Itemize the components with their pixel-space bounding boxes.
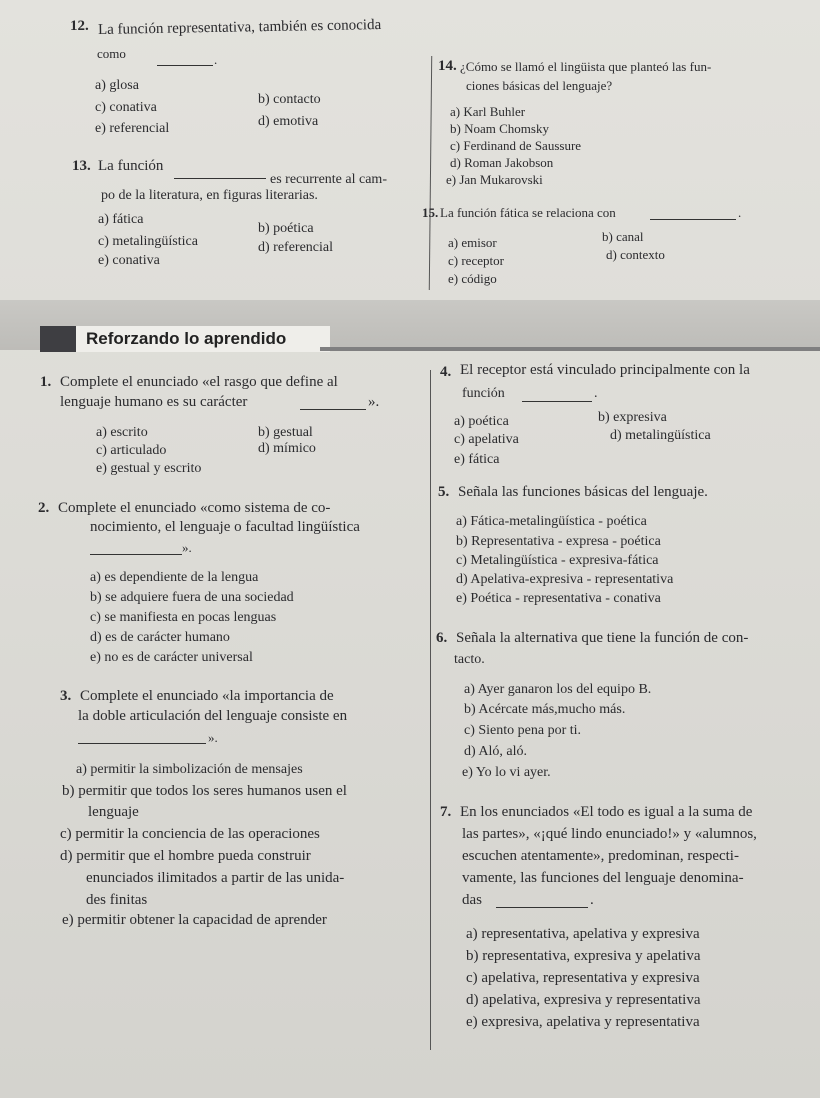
q6-option-d: d) Aló, aló. (464, 744, 527, 759)
q1-answer-blank (300, 408, 366, 410)
q7-answer-blank (496, 906, 588, 908)
q3-end: ». (208, 730, 218, 745)
q15-option-b: b) canal (602, 229, 644, 244)
q12-option-d: d) emotiva (258, 114, 319, 129)
q4-answer-blank (522, 400, 592, 402)
q12-option-c: c) conativa (95, 100, 157, 115)
q13-stem-a: La función (98, 158, 164, 174)
q6-option-e: e) Yo lo vi ayer. (462, 765, 551, 780)
q2-number: 2. (38, 500, 50, 516)
q6-option-a: a) Ayer ganaron los del equipo B. (464, 682, 652, 697)
q15-option-e: e) código (448, 271, 497, 286)
q6-option-c: c) Siento pena por ti. (464, 723, 582, 738)
q14-option-e: e) Jan Mukarovski (446, 172, 543, 187)
q15-number: 15. (422, 205, 439, 220)
q5-option-c: c) Metalingüística - expresiva-fática (456, 553, 659, 568)
q12-stem-2: como (97, 46, 126, 61)
q3-option-e: e) permitir obtener la capacidad de aprender (62, 912, 327, 928)
q4-line-1: El receptor está vinculado principalmente con la (460, 362, 750, 378)
q2-option-b: b) se adquiere fuera de una sociedad (90, 590, 294, 605)
q14-option-c: c) Ferdinand de Saussure (450, 138, 582, 153)
q2-option-a: a) es dependiente de la lengua (90, 570, 259, 585)
q14-option-a: a) Karl Buhler (450, 104, 526, 119)
q13-stem-b: es recurrente al cam- (270, 172, 387, 187)
q6-number: 6. (436, 630, 448, 646)
q3-option-d-cont-1: enunciados ilimitados a partir de las unida- (86, 870, 345, 886)
q3-line-1: Complete el enunciado «la importancia de (80, 688, 334, 704)
q3-option-c: c) permitir la conciencia de las operaciones (60, 826, 320, 842)
q15-end: . (738, 205, 742, 220)
q14-stem: ¿Cómo se llamó el lingüista que planteó las fun- (460, 59, 712, 74)
q7-line-2: las partes», «¡qué lindo enunciado!» y «alumnos, (462, 826, 757, 842)
q7-line-1: En los enunciados «El todo es igual a la suma de (460, 804, 753, 820)
q3-option-a: a) permitir la simbolización de mensajes (76, 762, 303, 777)
q2-answer-blank (90, 553, 182, 555)
q2-option-c: c) se manifiesta en pocas lenguas (90, 610, 277, 625)
q3-option-b: b) permitir que todos los seres humanos usen el (62, 783, 347, 799)
q12-option-b: b) contacto (258, 92, 321, 107)
q12-end: . (214, 52, 218, 67)
q7-option-b: b) representativa, expresiva y apelativa (466, 948, 701, 964)
q14-stem-2: ciones básicas del lenguaje? (466, 78, 613, 93)
q12-number: 12. (70, 18, 89, 34)
q13-number: 13. (72, 158, 91, 174)
q7-option-e: e) expresiva, apelativa y representativa (466, 1014, 700, 1030)
lower-column-divider (430, 370, 431, 1050)
q5-option-a: a) Fática-metalingüística - poética (456, 514, 647, 529)
q15-stem: La función fática se relaciona con (440, 205, 616, 220)
q4-option-e: e) fática (454, 452, 500, 467)
q12-answer-blank (157, 64, 213, 66)
q15-answer-blank (650, 218, 736, 220)
q3-option-b-cont: lenguaje (88, 804, 139, 820)
top-column-divider (429, 56, 432, 290)
q3-answer-blank (78, 742, 206, 744)
q1-line-1: Complete el enunciado «el rasgo que define al (60, 374, 338, 390)
section-title: Reforzando lo aprendido (76, 326, 330, 352)
q3-number: 3. (60, 688, 72, 704)
q14-option-d: d) Roman Jakobson (450, 155, 554, 170)
q13-answer-blank (174, 177, 266, 179)
q4-option-a: a) poética (454, 414, 509, 429)
q1-line-2: lenguaje humano es su carácter (60, 394, 248, 410)
q5-line-1: Señala las funciones básicas del lenguaje. (458, 484, 708, 500)
q6-line-1: Señala la alternativa que tiene la función de con- (456, 630, 749, 646)
q14-number: 14. (438, 58, 457, 74)
q5-number: 5. (438, 484, 450, 500)
q5-option-b: b) Representativa - expresa - poética (456, 534, 661, 549)
q7-number: 7. (440, 804, 452, 820)
q5-option-e: e) Poética - representativa - conativa (456, 591, 661, 606)
q15-option-d: d) contexto (606, 247, 665, 262)
q1-end: ». (368, 394, 380, 410)
q2-option-d: d) es de carácter humano (90, 630, 230, 645)
q12-option-a: a) glosa (95, 78, 139, 93)
q3-line-2: la doble articulación del lenguaje consiste en (78, 708, 348, 724)
q15-option-c: c) receptor (448, 253, 504, 268)
q13-option-e: e) conativa (98, 253, 160, 268)
q7-line-4: vamente, las funciones del lenguaje denomina- (462, 870, 744, 886)
q4-number: 4. (440, 364, 452, 380)
q14-option-b: b) Noam Chomsky (450, 121, 549, 136)
q7-end: . (590, 892, 594, 908)
q1-option-b: b) gestual (258, 425, 313, 440)
q5-option-d: d) Apelativa-expresiva - representativa (456, 572, 674, 587)
q7-option-d: d) apelativa, expresiva y representativa (466, 992, 701, 1008)
q7-option-a: a) representativa, apelativa y expresiva (466, 926, 700, 942)
q12-stem: La función representativa, también es conocida (97, 17, 382, 38)
q13-stem-2: po de la literatura, en figuras literarias. (101, 188, 318, 203)
q4-option-c: c) apelativa (454, 432, 519, 447)
q7-line-3: escuchen atentamente», predominan, respecti- (462, 848, 739, 864)
q7-option-c: c) apelativa, representativa y expresiva (466, 970, 700, 986)
q13-option-b: b) poética (258, 221, 314, 236)
q4-end: . (594, 386, 598, 401)
q4-option-d: d) metalingüística (610, 428, 711, 443)
q13-option-c: c) metalingüística (98, 234, 198, 249)
q1-option-a: a) escrito (96, 425, 148, 440)
q13-option-d: d) referencial (258, 240, 333, 255)
q4-line-2: función (462, 386, 505, 401)
q2-line-1: Complete el enunciado «como sistema de co- (58, 500, 331, 516)
q1-number: 1. (40, 374, 52, 390)
q3-option-d-cont-2: des finitas (86, 892, 148, 908)
q2-end: ». (182, 540, 192, 555)
q13-option-a: a) fática (98, 212, 144, 227)
q15-option-a: a) emisor (448, 235, 497, 250)
q1-option-c: c) articulado (96, 443, 167, 458)
q1-option-e: e) gestual y escrito (96, 461, 202, 476)
q6-line-2: tacto. (454, 652, 485, 667)
section-band-rule (320, 347, 820, 351)
q1-option-d: d) mímico (258, 441, 316, 456)
q3-option-d: d) permitir que el hombre pueda construir (60, 848, 311, 864)
section-band-marker (40, 326, 76, 352)
q6-option-b: b) Acércate más,mucho más. (464, 702, 626, 717)
q2-option-e: e) no es de carácter universal (90, 650, 253, 665)
q2-line-2: nocimiento, el lenguaje o facultad lingüística (90, 519, 360, 535)
q7-line-5: das (462, 892, 482, 908)
q12-option-e: e) referencial (95, 121, 170, 136)
q4-option-b: b) expresiva (598, 410, 667, 425)
